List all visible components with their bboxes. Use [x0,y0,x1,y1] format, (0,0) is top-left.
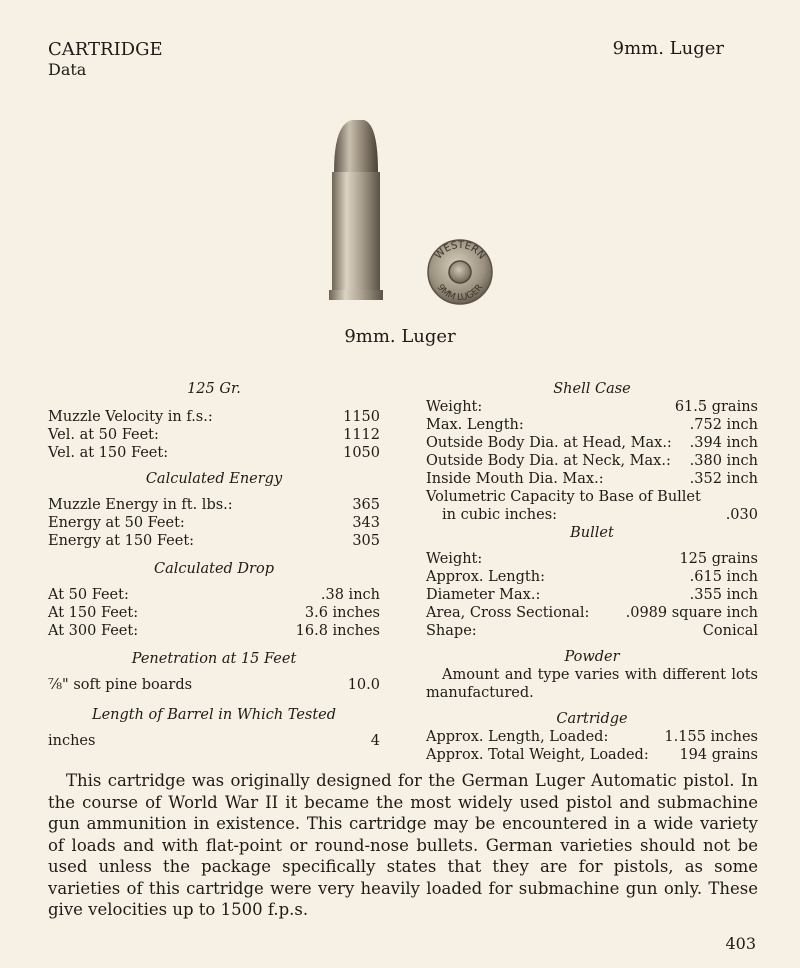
data-row-value: 1050 [343,445,380,461]
energy-table [48,496,380,550]
data-row-value: 194 grains [679,747,758,763]
penetration-table [48,676,380,694]
data-row-label: At 50 Feet: [48,587,129,603]
data-row [426,416,758,434]
data-row-label: Approx. Length: [426,569,545,585]
data-row [48,408,380,426]
photo-caption: 9mm. Luger [344,326,456,347]
data-row [48,496,380,514]
data-row-label: inches [48,733,96,749]
data-row [48,444,380,462]
penetration-title: Penetration at 15 Feet [131,651,297,667]
data-row [426,470,758,488]
data-row [48,622,380,640]
data-row-label: Shape: [426,623,477,639]
capacity-sublabel: in cubic inches: [442,507,558,523]
data-row-label: Muzzle Energy in ft. lbs.: [48,497,233,513]
cartridge-photo [320,110,520,310]
data-row [426,452,758,470]
data-row-value: 3.6 inches [304,605,380,621]
data-row-value: 1.155 inches [664,729,758,745]
data-row-value: .38 inch [320,587,380,603]
ballistics-column [48,380,380,750]
powder-title: Powder [564,649,620,665]
drop-title: Calculated Drop [154,561,274,577]
data-row [426,568,758,586]
data-row [426,622,758,640]
data-row [48,586,380,604]
data-row-value: 16.8 inches [295,623,380,639]
data-row [48,732,380,750]
data-row-value: 61.5 grains [674,399,758,415]
data-row-value: 10.0 [347,677,380,693]
headstamp-top-text: WESTERN [433,239,488,262]
cartridge-table [426,728,758,764]
data-row-label: Outside Body Dia. at Neck, Max.: [426,453,671,469]
data-row [48,514,380,532]
page-subtitle: Data [48,60,87,79]
bullet-table [426,550,758,640]
data-row-label: ⅞" soft pine boards [48,677,193,693]
data-row-label: Approx. Total Weight, Loaded: [426,747,649,763]
data-row-label: Weight: [426,551,483,567]
powder-text: Amount and type varies with different lots manufactured. [426,667,758,701]
data-row-value: .380 inch [689,453,758,469]
data-row [426,604,758,622]
data-row-label: Max. Length: [426,417,524,433]
data-row-value: .355 inch [689,587,758,603]
page-number: 403 [725,934,756,953]
data-row-value: 4 [370,733,380,749]
load-title: 125 Gr. [187,381,241,397]
data-row [48,604,380,622]
data-row-value: Conical [702,623,758,639]
data-row-value: 125 grains [679,551,758,567]
headstamp-bottom-text: 9MM LUGER [434,282,486,304]
data-row-label: Weight: [426,399,483,415]
capacity-value: .030 [725,507,758,523]
data-row-value: .752 inch [689,417,758,433]
page-title: CARTRIDGE [48,39,163,60]
data-row [426,728,758,746]
data-row-value: .352 inch [689,471,758,487]
case-table [426,398,758,488]
data-row-label: Vel. at 50 Feet: [48,427,159,443]
primer [449,261,471,283]
velocity-table [48,408,380,462]
data-row-value: .0989 square inch [625,605,758,621]
cartridge-illustration [320,110,520,310]
data-row-value: 1112 [343,427,380,443]
case-title: Shell Case [553,381,631,397]
cartridge-name-header: 9mm. Luger [612,38,724,59]
data-row [426,398,758,416]
data-row-label: Approx. Length, Loaded: [426,729,609,745]
data-row [48,676,380,694]
data-row-label: Outside Body Dia. at Head, Max.: [426,435,672,451]
specifications-column [426,380,758,764]
data-row-label: At 300 Feet: [48,623,139,639]
data-row-label: Energy at 50 Feet: [48,515,185,531]
bullet-shape [334,120,378,172]
energy-title: Calculated Energy [145,471,283,487]
data-row [48,532,380,550]
data-row [426,746,758,764]
capacity-label: Volumetric Capacity to Base of Bullet [426,489,701,505]
data-row-label: Inside Mouth Dia. Max.: [426,471,604,487]
data-row-label: Muzzle Velocity in f.s.: [48,409,213,425]
data-row-label: Vel. at 150 Feet: [48,445,169,461]
case-shape [332,172,380,290]
data-row-value: .394 inch [689,435,758,451]
data-row [48,426,380,444]
data-row-label: Energy at 150 Feet: [48,533,195,549]
barrel-title: Length of Barrel in Which Tested [91,707,337,723]
drop-table [48,586,380,640]
bullet-title: Bullet [570,525,614,541]
data-row-value: 305 [352,533,380,549]
data-row [426,550,758,568]
data-row-value: 343 [352,515,380,531]
data-row [426,586,758,604]
capacity-row [426,506,758,524]
case-rim [329,290,383,300]
data-row-value: 1150 [343,409,380,425]
data-row-label: Area, Cross Sectional: [426,605,590,621]
data-row-label: At 150 Feet: [48,605,139,621]
data-row-value: .615 inch [689,569,758,585]
description-paragraph: This cartridge was originally designed for the German Luger Automatic pistol. In the course of World War II it became the most widely used pistol and submachine gun ammunition in existence. This cartridge may be encountered in a wide variety of loads and with flat-point or round-nose bullets. German varieties should not be used unless the package specifically states that they are for pistols, as some varieties of this cartridge were very heavily loaded for submachine gun only. These give velocities up to 1500 f.p.s. [48,771,758,919]
data-row-value: 365 [352,497,380,513]
data-row-label: Diameter Max.: [426,587,541,603]
data-row [426,434,758,452]
barrel-table [48,732,380,750]
cartridge-title: Cartridge [556,711,628,727]
page-header-left [48,40,163,80]
